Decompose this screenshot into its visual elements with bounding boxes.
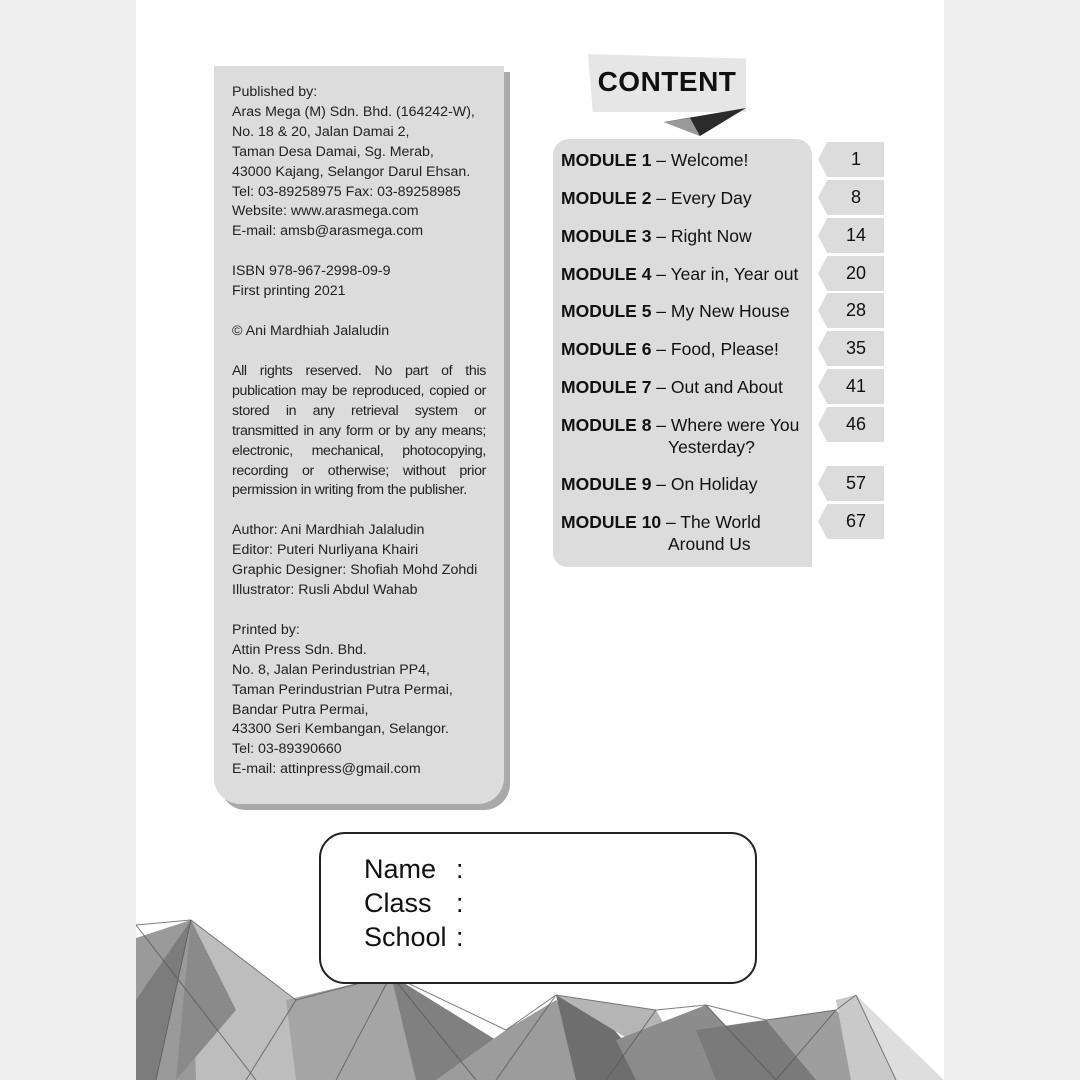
toc-item-module-1[interactable]: MODULE 1 – Welcome! xyxy=(561,150,749,170)
isbn-block: ISBN 978-967-2998-09-9 First printing 2021 xyxy=(232,263,391,300)
page-number-module-5: 28 xyxy=(845,300,867,320)
name-label: Name xyxy=(364,854,437,884)
student-info-box xyxy=(319,832,757,984)
toc-item-module-10[interactable]: MODULE 10 – The World Around Us xyxy=(561,512,761,554)
toc-item-module-5[interactable]: MODULE 5 – My New House xyxy=(561,301,790,321)
page-number-module-3: 14 xyxy=(845,225,867,245)
toc-item-module-3[interactable]: MODULE 3 – Right Now xyxy=(561,226,752,246)
toc-item-module-8[interactable]: MODULE 8 – Where were You Yesterday? xyxy=(561,415,800,457)
toc-item-module-9[interactable]: MODULE 9 – On Holiday xyxy=(561,474,758,494)
page-number-module-1: 1 xyxy=(850,149,861,169)
page-number-module-7: 41 xyxy=(845,376,867,396)
rights-statement: All rights reserved. No part of this publication may be reproduced, copied or stored in any retrieval system or transmitted in any form or by any means; electronic, mechanical, photocopying, recording or otherwise; without prior permission in writing from the publisher. xyxy=(232,362,486,499)
toc-item-module-6[interactable]: MODULE 6 – Food, Please! xyxy=(561,339,779,359)
toc-item-module-4[interactable]: MODULE 4 – Year in, Year out xyxy=(561,264,799,284)
page-number-module-2: 8 xyxy=(850,187,861,207)
toc-item-module-2[interactable]: MODULE 2 – Every Day xyxy=(561,188,752,208)
class-label: Class xyxy=(364,888,432,918)
school-row[interactable]: School : xyxy=(364,922,464,952)
page-number-module-9: 57 xyxy=(845,473,867,493)
page-number-module-4: 20 xyxy=(845,263,867,283)
class-row[interactable]: Class : xyxy=(364,888,464,918)
page-number-module-8: 46 xyxy=(845,414,867,434)
content-title: CONTENT xyxy=(597,66,737,97)
credits-block: Author: Ani Mardhiah Jalaludin Editor: Puteri Nurliyana Khairi Graphic Designer: Shofiah Mohd Zohdi Illustrator: Rusli Abdul Wahab xyxy=(232,522,478,599)
printed-by-block: Printed by: Attin Press Sdn. Bhd. No. 8, Jalan Perindustrian PP4, Taman Perindustrian Putra Permai, Bandar Putra Permai, 43300 Seri Kembangan, Selangor. Tel: 03-89390660 E-mail: attinpress@gmail.com xyxy=(232,621,453,778)
page-number-module-6: 35 xyxy=(845,338,867,358)
school-label: School xyxy=(364,922,447,952)
page xyxy=(136,0,944,1080)
name-row[interactable]: Name : xyxy=(364,854,464,884)
copyright-line: © Ani Mardhiah Jalaludin xyxy=(232,323,390,340)
published-by-block: Published by: Aras Mega (M) Sdn. Bhd. (164242-W), No. 18 & 20, Jalan Damai 2, Taman Desa Damai, Sg. Merab, 43000 Kajang, Selangor Darul Ehsan. Tel: 03-89258975 Fax: 03-89258985 Website: www.arasmega.com E-mail: amsb@arasmega.com xyxy=(232,84,475,240)
page-number-module-10: 67 xyxy=(845,511,867,531)
toc-item-module-7[interactable]: MODULE 7 – Out and About xyxy=(561,377,783,397)
